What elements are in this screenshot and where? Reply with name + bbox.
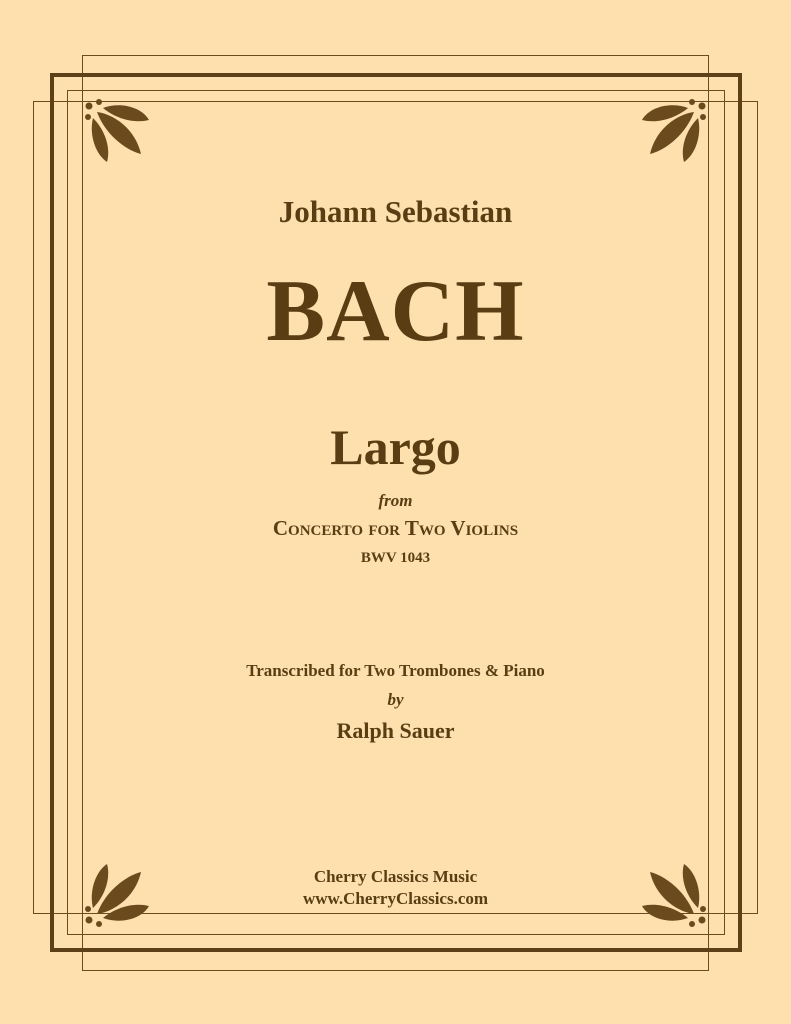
transcription-note: Transcribed for Two Trombones & Piano	[246, 661, 545, 680]
publisher-website: www.CherryClassics.com	[302, 889, 489, 908]
publisher-name: Cherry Classics Music	[313, 867, 478, 886]
from-label: from	[378, 491, 413, 510]
piece-title: Largo	[330, 419, 461, 475]
leaf-ornament-icon	[83, 98, 153, 168]
work-title: Concerto for Two Violins	[272, 516, 519, 540]
catalog-number: BWV 1043	[360, 550, 431, 566]
composer-first-names: Johann Sebastian	[278, 194, 513, 229]
arranger-name: Ralph Sauer	[336, 718, 455, 743]
by-label: by	[387, 690, 404, 709]
leaf-ornament-icon	[638, 98, 708, 168]
composer-surname: BACH	[266, 263, 525, 360]
